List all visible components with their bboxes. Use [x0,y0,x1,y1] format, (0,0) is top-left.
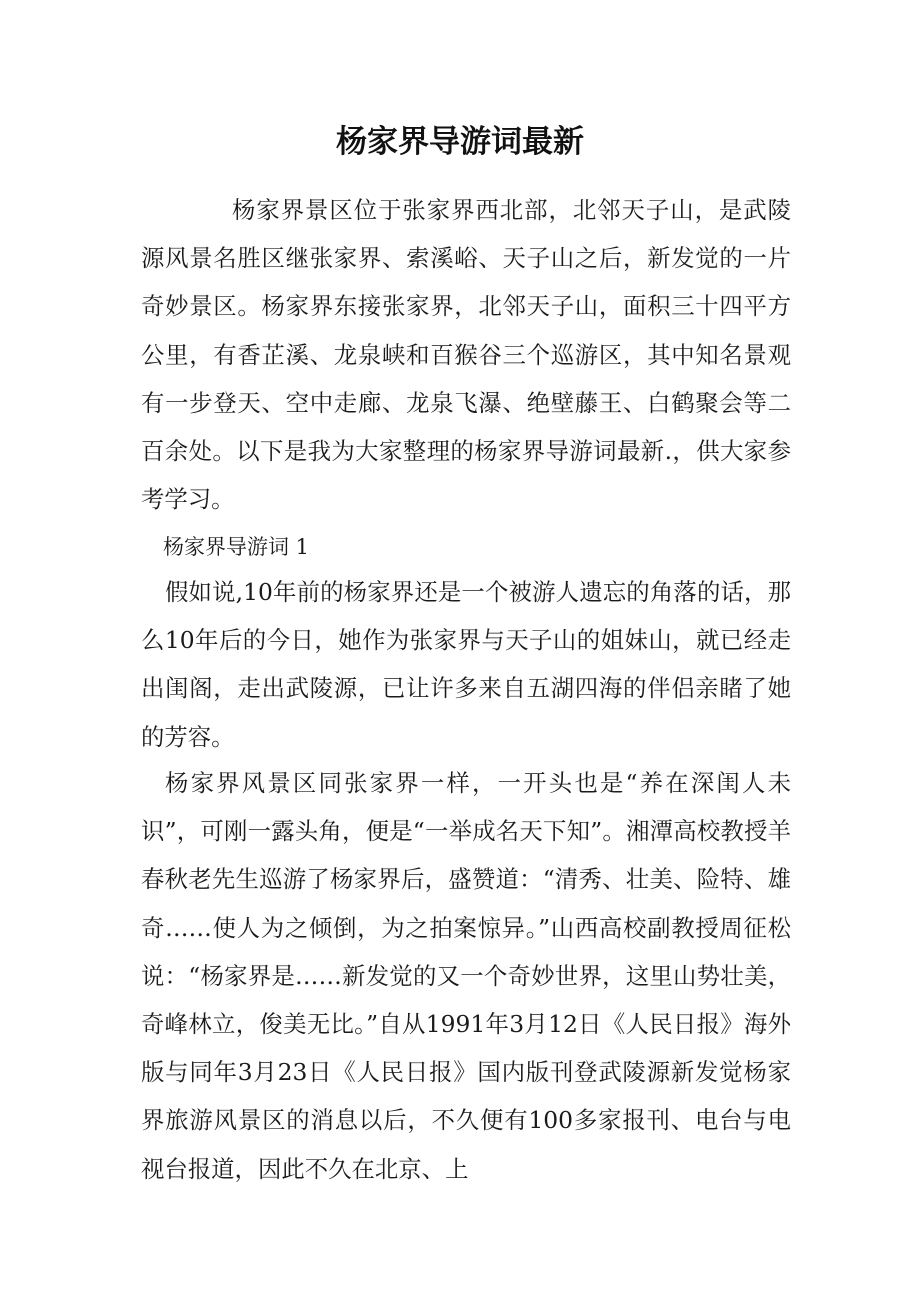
section-heading: 杨家界导游词 1 [163,535,310,559]
intro-paragraph: 杨家界景区位于张家界西北部，北邻天子山，是武陵源风景名胜区继张家界、索溪峪、天子山之后，新发觉的一片奇妙景区。杨家界东接张家界，北邻天子山，面积三十四平方公里，有香芷溪、龙泉峡和百猴谷三个巡游区，其中知名景观有一步登天、空中走廊、龙泉飞瀑、绝壁藤王、白鹤聚会等二百余处。以下是我为大家整理的杨家界导游词最新.，供大家参考学习。 [141,196,791,514]
document-title: 杨家界导游词最新 [336,124,584,160]
body-paragraph-1: 假如说,10年前的杨家界还是一个被游人遗忘的角落的话，那么10年后的今日，她作为张家界与天子山的姐妹山，就已经走出闺阁，走出武陵源，已让许多来自五湖四海的伴侣亲睹了她的芳容。 [141,578,791,751]
body-paragraph-2: 杨家界风景区同张家界一样，一开头也是“养在深闺人未识”，可刚一露头角，便是“一举成名天下知”。湘潭高校教授羊春秋老先生巡游了杨家界后，盛赞道：“清秀、壮美、险特、雄奇……使人为之倾倒，为之拍案惊异。”山西高校副教授周征松说：“杨家界是……新发觉的又一个奇妙世界，这里山势壮美，奇峰林立，俊美无比。”自从1991年3月12日《人民日报》海外版与同年3月23日《人民日报》国内版刊登武陵源新发觉杨家界旅游风景区的消息以后，不久便有100多家报刊、电台与电视台报道，因此不久在北京、上 [141,769,791,1183]
